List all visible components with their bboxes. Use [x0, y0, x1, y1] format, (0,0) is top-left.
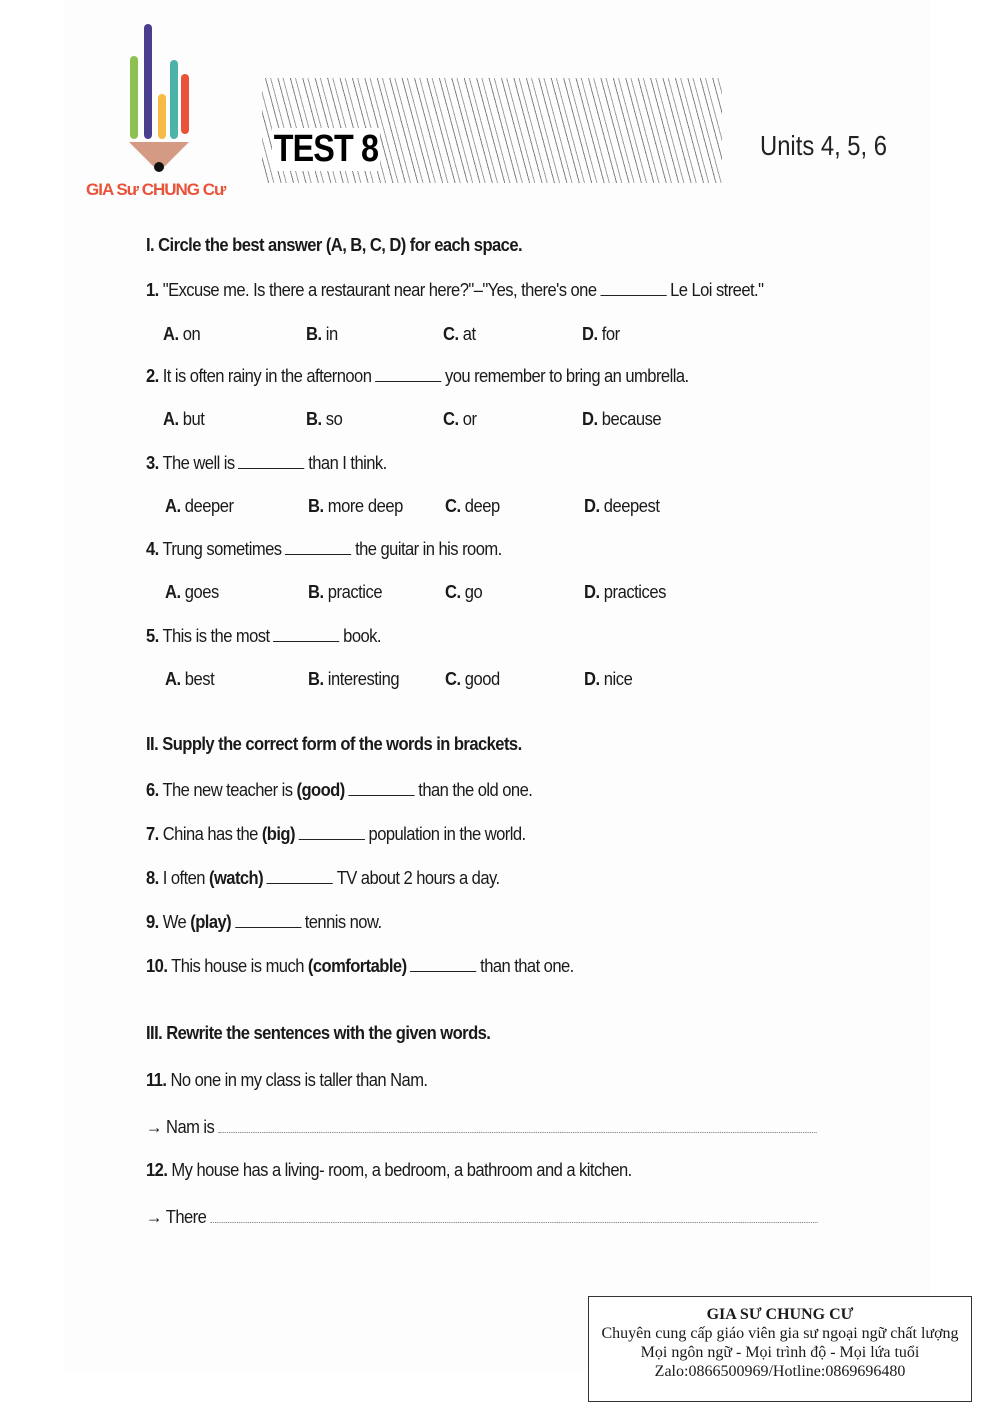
question-text-after: than that one. [480, 956, 574, 976]
option-letter: D. [584, 496, 600, 516]
question-10 [146, 956, 574, 977]
section3-heading: III. Rewrite the sentences with the given words. [146, 1023, 491, 1043]
option-text: goes [184, 582, 219, 602]
option-a[interactable] [163, 409, 204, 430]
bracket-word: (good) [296, 780, 345, 800]
question-number: 11. [146, 1070, 167, 1090]
option-letter: B. [306, 409, 322, 429]
question-11 [146, 1070, 427, 1091]
question-number: 2. [146, 366, 159, 386]
option-c[interactable] [445, 669, 500, 690]
question-number: 10. [146, 956, 168, 976]
option-letter: B. [308, 669, 324, 689]
question-text-before: We [162, 912, 187, 932]
question-9 [146, 912, 382, 933]
option-b[interactable] [306, 409, 342, 430]
question-7 [146, 824, 526, 845]
option-text: best [184, 669, 215, 689]
option-text: because [601, 409, 662, 429]
option-letter: C. [443, 324, 459, 344]
answer-blank[interactable] [273, 641, 339, 642]
bracket-word: (watch) [208, 868, 264, 888]
rewrite-input[interactable] [210, 1222, 817, 1223]
option-text: so [325, 409, 343, 429]
question-text-before: The well is [162, 453, 235, 473]
option-letter: D. [584, 582, 600, 602]
option-d[interactable] [584, 669, 632, 690]
option-letter: C. [445, 582, 461, 602]
question-text-before: This house is much [171, 956, 304, 976]
option-text: practices [603, 582, 666, 602]
option-text: deepest [603, 496, 660, 516]
answer-blank[interactable] [285, 554, 351, 555]
option-a[interactable] [165, 496, 234, 517]
option-text: interesting [327, 669, 400, 689]
rewrite-prompt: → Nam is [146, 1117, 215, 1137]
question-text-after: than the old one. [418, 780, 533, 800]
option-text: deep [464, 496, 500, 516]
answer-blank[interactable] [235, 927, 301, 928]
rewrite-prompt: → There [146, 1207, 207, 1227]
question-text-before: Trung sometimes [162, 539, 282, 559]
question-3 [146, 453, 387, 474]
question-text-before: It is often rainy in the afternoon [162, 366, 372, 386]
option-letter: D. [582, 324, 598, 344]
option-letter: A. [165, 496, 181, 516]
question-6 [146, 780, 532, 801]
logo-text: GIA Sư CHUNG Cư [86, 180, 226, 199]
option-c[interactable] [445, 582, 482, 603]
question-number: 8. [146, 868, 159, 888]
option-d[interactable] [584, 582, 666, 603]
question-text-after: than I think. [308, 453, 387, 473]
option-c[interactable] [445, 496, 500, 517]
question-number: 3. [146, 453, 159, 473]
question-text-before: China has the [162, 824, 258, 844]
question-12 [146, 1160, 632, 1181]
option-b[interactable] [308, 669, 399, 690]
question-sentence: No one in my class is taller than Nam. [170, 1070, 428, 1090]
answer-blank[interactable] [238, 468, 304, 469]
footer-title: GIA SƯ CHUNG CƯ [706, 1306, 854, 1323]
footer-line3: Zalo:0866500969/Hotline:0869696480 [654, 1363, 906, 1380]
option-text: but [182, 409, 205, 429]
question-number: 6. [146, 780, 159, 800]
option-d[interactable] [582, 409, 661, 430]
question-number: 5. [146, 626, 159, 646]
question-1 [146, 280, 763, 301]
option-a[interactable] [165, 669, 214, 690]
question-text-before: "Excuse me. Is there a restaurant near here?"–"Yes, there's one [162, 280, 597, 300]
question-number: 1. [146, 280, 159, 300]
option-text: deeper [184, 496, 234, 516]
answer-blank[interactable] [375, 381, 441, 382]
question-2 [146, 366, 689, 387]
question-text-after: TV about 2 hours a day. [336, 868, 500, 888]
option-text: more deep [327, 496, 403, 516]
units-label: Units 4, 5, 6 [760, 130, 887, 161]
option-text: practice [327, 582, 383, 602]
option-letter: D. [584, 669, 600, 689]
option-text: for [601, 324, 620, 344]
question-text-before: The new teacher is [162, 780, 293, 800]
option-letter: A. [163, 409, 179, 429]
option-d[interactable] [582, 324, 620, 345]
question-number: 7. [146, 824, 159, 844]
question-text-before: I often [162, 868, 205, 888]
bracket-word: (big) [261, 824, 295, 844]
question-number: 12. [146, 1160, 168, 1180]
option-b[interactable] [306, 324, 338, 345]
answer-blank[interactable] [600, 295, 666, 296]
option-a[interactable] [165, 582, 219, 603]
question-text-after: Le Loi street." [670, 280, 764, 300]
rewrite-input[interactable] [218, 1132, 816, 1133]
bracket-word: (comfortable) [307, 956, 407, 976]
question-text-after: tennis now. [304, 912, 382, 932]
question-text-after: book. [343, 626, 381, 646]
option-text: nice [603, 669, 633, 689]
option-letter: B. [308, 496, 324, 516]
footer-contact-box [588, 1296, 972, 1402]
section2-heading: II. Supply the correct form of the words in brackets. [146, 734, 522, 754]
question-text-after: the guitar in his room. [355, 539, 502, 559]
option-text: at [462, 324, 476, 344]
option-text: in [325, 324, 338, 344]
option-letter: A. [163, 324, 179, 344]
test-title: TEST 8 [273, 128, 379, 170]
option-letter: A. [165, 669, 181, 689]
footer-line1: Chuyên cung cấp giáo viên gia sư ngoại ngữ chất lượng [601, 1325, 959, 1342]
question-4 [146, 539, 502, 560]
question-5 [146, 626, 381, 647]
option-letter: C. [443, 409, 459, 429]
question-text-after: population in the world. [368, 824, 526, 844]
answer-blank[interactable] [348, 795, 414, 796]
answer-blank[interactable] [267, 883, 333, 884]
option-letter: D. [582, 409, 598, 429]
section1-heading: I. Circle the best answer (A, B, C, D) for each space. [146, 235, 523, 255]
pencil-logo-icon [85, 20, 245, 205]
question-text-before: This is the most [162, 626, 270, 646]
question-text-after: you remember to bring an umbrella. [444, 366, 689, 386]
question-number: 9. [146, 912, 159, 932]
footer-line2: Mọi ngôn ngữ - Mọi trình độ - Mọi lứa tuổi [640, 1344, 920, 1361]
question-sentence: My house has a living- room, a bedroom, a bathroom and a kitchen. [171, 1160, 632, 1180]
rewrite-line [146, 1207, 818, 1228]
option-b[interactable] [308, 496, 403, 517]
option-a[interactable] [163, 324, 200, 345]
option-letter: A. [165, 582, 181, 602]
answer-blank[interactable] [299, 839, 365, 840]
option-text: good [464, 669, 500, 689]
option-text: go [464, 582, 483, 602]
option-letter: B. [308, 582, 324, 602]
question-number: 4. [146, 539, 159, 559]
option-letter: C. [445, 669, 461, 689]
option-d[interactable] [584, 496, 660, 517]
option-text: on [182, 324, 201, 344]
answer-blank[interactable] [410, 971, 476, 972]
option-text: or [462, 409, 477, 429]
option-c[interactable] [443, 409, 477, 430]
option-letter: B. [306, 324, 322, 344]
option-letter: C. [445, 496, 461, 516]
bracket-word: (play) [190, 912, 232, 932]
question-8 [146, 868, 500, 889]
rewrite-line [146, 1117, 816, 1138]
option-b[interactable] [308, 582, 382, 603]
option-c[interactable] [443, 324, 476, 345]
